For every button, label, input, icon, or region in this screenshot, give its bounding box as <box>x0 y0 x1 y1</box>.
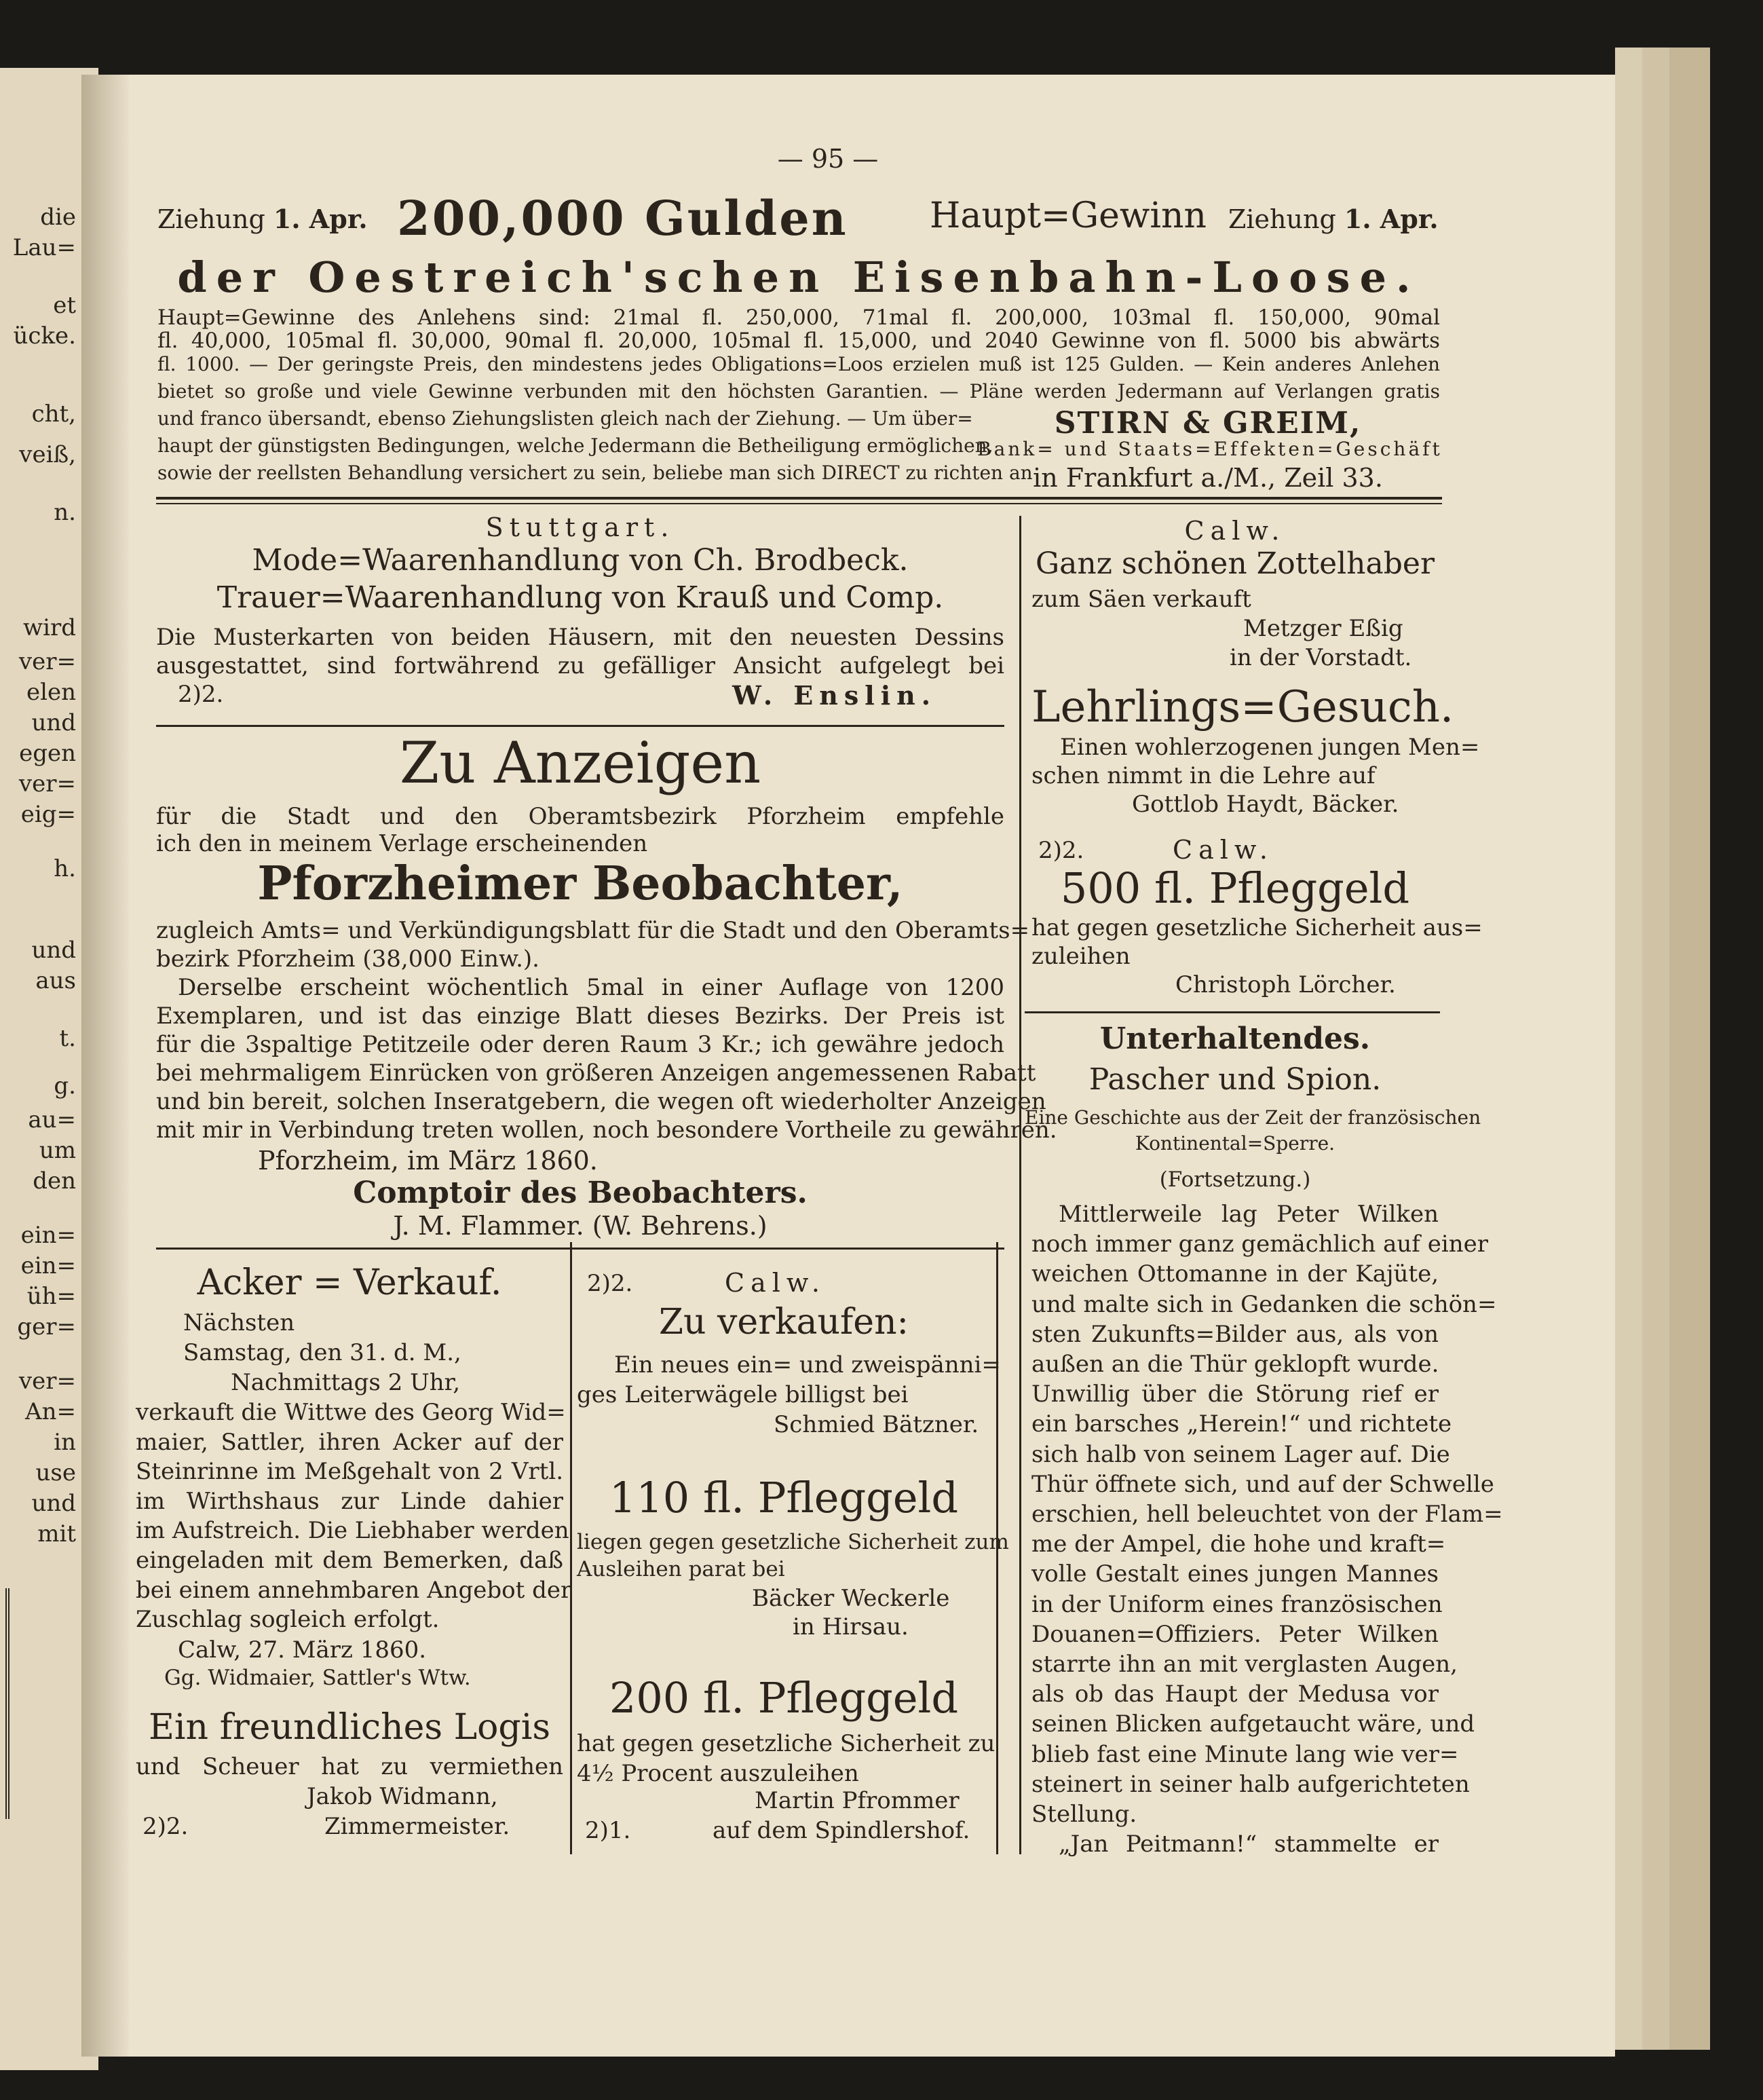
left-page-fragment: ger= <box>17 1313 76 1340</box>
acker-text: Samstag, den 31. d. M., <box>183 1339 461 1366</box>
stuttgart-place: Stuttgart. <box>485 512 675 542</box>
acker-title: Acker = Verkauf. <box>197 1262 502 1303</box>
stuttgart-signature: W. Enslin. <box>732 680 936 711</box>
lottery-line: Haupt=Gewinne des Anlehens sind: 21mal fl. 250,000, 71mal fl. 200,000, 103mal fl. 150,000, 90mal <box>157 305 1440 330</box>
story-line: starrte ihn an mit verglasten Augen, <box>1031 1651 1458 1678</box>
calw500-text: zuleihen <box>1031 943 1131 970</box>
left-page-fragment: in <box>54 1429 76 1456</box>
lottery-line: bietet so große und viele Gewinne verbunden mit den höchsten Garantien. — Pläne werden Jedermann auf Verlangen gratis <box>157 380 1440 402</box>
page-edges <box>1615 48 1642 2050</box>
pfleg110-signature2: in Hirsau. <box>793 1613 909 1640</box>
logis-text: und Scheuer hat zu vermiethen <box>136 1753 563 1780</box>
pfleg200-signature: Martin Pfrommer <box>755 1787 960 1814</box>
anzeigen-line: für die Stadt und den Oberamtsbezirk Pforzheim empfehle <box>156 803 1004 830</box>
main-prize-label: Haupt=Gewinn <box>930 195 1207 236</box>
calw1-title: Ganz schönen Zottelhaber <box>1036 546 1435 581</box>
anzeigen-text: bezirk Pforzheim (38,000 Einw.). <box>156 945 539 973</box>
lottery-line: fl. 1000. — Der geringste Preis, den mindestens jedes Obligations=Loos erzielen muß ist 125 Gulden. — Kein anderes Anlehen <box>157 353 1440 375</box>
pfleg200-title: 200 fl. Pfleggeld <box>609 1673 959 1723</box>
acker-line: Zuschlag sogleich erfolgt. <box>136 1606 440 1634</box>
acker-text: Nachmittags 2 Uhr, <box>231 1369 461 1396</box>
calw500-text: hat gegen gesetzliche Sicherheit aus= <box>1031 914 1483 941</box>
logis-title: Ein freundliches Logis <box>148 1707 551 1748</box>
draw-date-right: Ziehung 1. Apr. <box>1228 204 1439 234</box>
verkaufen-ref: 2)2. <box>587 1270 633 1297</box>
anzeigen-text: bei mehrmaligem Einrücken von größeren Anzeigen angemessenen Rabatt <box>156 1060 1036 1087</box>
gutter <box>81 75 129 2057</box>
left-page-fragment: ver= <box>18 648 76 675</box>
story-line: sich halb von seinem Lager auf. Die <box>1031 1440 1450 1468</box>
pfleg200-text: 4½ Procent auszuleihen <box>577 1760 859 1787</box>
anzeigen-text: Derselbe erscheint wöchentlich 5mal in einer Auflage von 1200 <box>178 974 1004 1001</box>
acker-line: verkauft die Wittwe des Georg Wid= <box>136 1399 566 1426</box>
stuttgart-text: ausgestattet, sind fortwährend zu gefälliger Ansicht aufgelegt bei <box>156 652 1004 679</box>
story-subtitle: Eine Geschichte aus der Zeit der französischen <box>1025 1106 1481 1129</box>
verkaufen-title: Zu verkaufen: <box>658 1302 909 1343</box>
story-line: volle Gestalt eines jungen Mannes <box>1031 1560 1439 1588</box>
story-line: ein barsches „Herein!“ und richtete <box>1031 1410 1452 1438</box>
logis-signature: Jakob Widmann, <box>307 1783 498 1810</box>
story-title: Pascher und Spion. <box>1088 1062 1382 1097</box>
story-line: in der Uniform eines französischen <box>1031 1590 1443 1618</box>
pfleg110-signature: Bäcker Weckerle <box>752 1585 950 1612</box>
section-rule <box>156 725 1004 727</box>
calw500-signature: Christoph Lörcher. <box>1175 971 1396 998</box>
acker-line: Steinrinne im Meßgehalt von 2 Vrtl. <box>136 1458 563 1486</box>
lehrling-signature: Gottlob Haydt, Bäcker. <box>1132 791 1399 818</box>
story-line: außen an die Thür geklopft wurde. <box>1031 1351 1439 1378</box>
story-continuation: (Fortsetzung.) <box>1159 1167 1311 1192</box>
story-section: Unterhaltendes. <box>1099 1021 1371 1056</box>
page-edges <box>1642 48 1669 2050</box>
acker-line: eingeladen mit dem Bemerken, daß <box>136 1547 563 1574</box>
lottery-headline: 200,000 Gulden <box>397 190 848 246</box>
left-page-fragment: ücke. <box>13 322 76 350</box>
story-line: sten Zukunfts=Bilder aus, als von <box>1031 1320 1439 1348</box>
story-line: seinen Blicken aufgetaucht wäre, und <box>1031 1710 1475 1738</box>
story-line: als ob das Haupt der Medusa vor <box>1031 1681 1439 1708</box>
left-page-fragment: cht, <box>31 400 76 428</box>
firm-type: Bank= und Staats=Effekten=Geschäft <box>977 438 1443 460</box>
page-edges <box>1669 48 1710 2050</box>
page-number: — 95 — <box>777 144 879 174</box>
anzeigen-signature: Comptoir des Beobachters. <box>353 1176 808 1210</box>
calw500-place: Calw. <box>1173 835 1274 865</box>
left-page-fragment: egen <box>19 740 76 767</box>
left-page-fragment: veiß, <box>19 441 76 468</box>
anzeigen-dateline: Pforzheim, im März 1860. <box>258 1146 598 1176</box>
firm-name: STIRN & GREIM, <box>1054 406 1362 440</box>
lottery-line: fl. 40,000, 105mal fl. 30,000, 90mal fl. 20,000, 105mal fl. 15,000, und 2040 Gewinne von fl. 5000 bis abwärts <box>157 329 1440 353</box>
left-page-fragment: um <box>39 1137 76 1164</box>
left-page-fragment: g. <box>54 1072 76 1100</box>
anzeigen-text: für die 3spaltige Petitzeile oder deren Raum 3 Kr.; ich gewähre jedoch <box>156 1031 1004 1058</box>
column-divider <box>1019 516 1021 1854</box>
story-line: noch immer ganz gemächlich auf einer <box>1031 1231 1488 1258</box>
stuttgart-text: Die Musterkarten von beiden Häusern, mit den neuesten Dessins <box>156 624 1004 651</box>
column-divider <box>570 1242 572 1854</box>
lottery-line: haupt der günstigsten Bedingungen, welche Jedermann die Betheiligung ermöglichen, <box>157 434 993 457</box>
left-page-fragment: Lau= <box>12 234 76 261</box>
story-line: blieb fast eine Minute lang wie ver= <box>1031 1740 1459 1768</box>
logis-signature2: Zimmermeister. <box>324 1813 510 1840</box>
anzeigen-text: mit mir in Verbindung treten wollen, noch besondere Vortheile zu gewähren. <box>156 1117 1057 1144</box>
calw500-title: 500 fl. Pfleggeld <box>1060 863 1410 913</box>
story-line: „Jan Peitmann!“ stammelte er <box>1059 1831 1439 1858</box>
left-page-fragment: et <box>53 292 76 319</box>
left-page-fragment: elen <box>26 679 76 706</box>
left-page-fragment: und <box>31 709 76 736</box>
left-page-fragment: den <box>33 1167 76 1195</box>
logis-ref: 2)2. <box>143 1813 189 1840</box>
verkaufen-place: Calw. <box>725 1268 826 1298</box>
verkaufen-text: ges Leiterwägele billigst bei <box>577 1381 909 1408</box>
story-line: me der Ampel, die hohe und kraft= <box>1031 1531 1446 1558</box>
left-page-fragment: au= <box>28 1106 76 1133</box>
section-rule <box>1025 1011 1440 1013</box>
pfleg110-title: 110 fl. Pfleggeld <box>609 1473 959 1522</box>
acker-signature: Gg. Widmaier, Sattler's Wtw. <box>164 1666 471 1690</box>
left-page-fragment: t. <box>59 1025 76 1052</box>
lottery-subtitle: der Oestreich'schen Eisenbahn-Loose. <box>177 252 1420 302</box>
calw1-place: Calw. <box>1184 516 1286 546</box>
story-line: Thür öffnete sich, und auf der Schwelle <box>1031 1470 1494 1498</box>
anzeigen-text: und bin bereit, solchen Inseratgebern, die wegen oft wiederholter Anzeigen <box>156 1088 1046 1115</box>
left-page-fragment: ein= <box>20 1252 76 1279</box>
section-rule <box>156 1248 1004 1250</box>
story-line: steinert in seiner halb aufgerichteten <box>1031 1770 1470 1798</box>
paper-name: Pforzheimer Beobachter, <box>257 857 903 911</box>
acker-line: maier, Sattler, ihren Acker auf der <box>136 1428 563 1456</box>
pfleg110-text: Ausleihen parat bei <box>577 1557 785 1581</box>
left-page-fragment: An= <box>25 1398 76 1425</box>
left-page-fragment: use <box>35 1459 76 1486</box>
calw500-ref: 2)2. <box>1038 837 1084 864</box>
left-page-border <box>5 1588 10 1819</box>
acker-text: Nächsten <box>183 1309 295 1336</box>
lottery-line: und franco übersandt, ebenso Ziehungslisten gleich nach der Ziehung. — Um über= <box>157 407 973 430</box>
header-rule <box>156 497 1442 504</box>
left-page-fragment: ver= <box>18 770 76 798</box>
left-page-fragment: und <box>31 1490 76 1517</box>
stuttgart-line2: Trauer=Waarenhandlung von Krauß und Comp. <box>216 580 944 615</box>
stuttgart-ref: 2)2. <box>178 681 224 708</box>
anzeigen-text: zugleich Amts= und Verkündigungsblatt für die Stadt und den Oberamts= <box>156 917 1030 944</box>
anzeigen-line: ich den in meinem Verlage erscheinenden <box>156 830 648 857</box>
acker-line: im Wirthshaus zur Linde dahier <box>136 1487 563 1515</box>
story-line: Unwillig über die Störung rief er <box>1031 1381 1439 1408</box>
calw1-sig2: in der Vorstadt. <box>1230 644 1412 671</box>
left-page-fragment: üh= <box>26 1283 76 1310</box>
anzeigen-title: Zu Anzeigen <box>399 730 761 796</box>
pfleg200-text: hat gegen gesetzliche Sicherheit zu <box>577 1730 996 1757</box>
anzeigen-signature2: J. M. Flammer. (W. Behrens.) <box>393 1211 767 1241</box>
story-line: Stellung. <box>1031 1801 1137 1828</box>
story-line: weichen Ottomanne in der Kajüte, <box>1031 1260 1439 1288</box>
left-page-fragment: aus <box>35 967 76 994</box>
story-line: Douanen=Offiziers. Peter Wilken <box>1031 1620 1439 1648</box>
left-page-fragment: ein= <box>20 1222 76 1249</box>
verkaufen-text: Ein neues ein= und zweispänni= <box>614 1351 1001 1379</box>
acker-date: Calw, 27. März 1860. <box>178 1636 427 1664</box>
left-page-fragment: mit <box>37 1520 76 1548</box>
verkaufen-signature: Schmied Bätzner. <box>774 1411 979 1438</box>
left-page-fragment: ver= <box>18 1368 76 1395</box>
left-page-fragment: die <box>40 204 76 231</box>
stuttgart-line1: Mode=Waarenhandlung von Ch. Brodbeck. <box>252 543 909 578</box>
calw1-sig: Metzger Eßig <box>1243 615 1403 642</box>
pfleg200-ref: 2)1. <box>585 1817 631 1844</box>
draw-date-left: Ziehung 1. Apr. <box>157 204 368 234</box>
firm-address: in Frankfurt a./M., Zeil 33. <box>1033 463 1383 493</box>
calw1-text: zum Säen verkauft <box>1031 586 1251 613</box>
acker-line: im Aufstreich. Die Liebhaber werden <box>136 1517 569 1545</box>
story-line: erschien, hell beleuchtet von der Flam= <box>1031 1501 1503 1528</box>
acker-line: bei einem annehmbaren Angebot der <box>136 1576 572 1604</box>
left-page-fragment: eig= <box>20 801 76 828</box>
story-line: und malte sich in Gedanken die schön= <box>1031 1290 1497 1318</box>
lehrling-title: Lehrlings=Gesuch. <box>1031 682 1454 732</box>
lehrling-text: Einen wohlerzogenen jungen Men= <box>1060 734 1480 761</box>
anzeigen-text: Exemplaren, und ist das einzige Blatt dieses Bezirks. Der Preis ist <box>156 1002 1004 1030</box>
lottery-line: sowie der reellsten Behandlung versichert zu sein, beliebe man sich DIRECT zu richten an <box>157 462 1033 484</box>
left-page-fragment: h. <box>54 855 76 882</box>
left-page-fragment: n. <box>54 499 76 526</box>
left-page-fragment: und <box>31 937 76 964</box>
story-subtitle: Kontinental=Sperre. <box>1135 1132 1335 1155</box>
lehrling-text: schen nimmt in die Lehre auf <box>1031 762 1376 789</box>
pfleg110-text: liegen gegen gesetzliche Sicherheit zum <box>577 1530 1009 1554</box>
story-line: Mittlerweile lag Peter Wilken <box>1059 1201 1439 1228</box>
left-page-fragment: wird <box>23 614 76 641</box>
pfleg200-signature2: auf dem Spindlershof. <box>713 1817 970 1844</box>
